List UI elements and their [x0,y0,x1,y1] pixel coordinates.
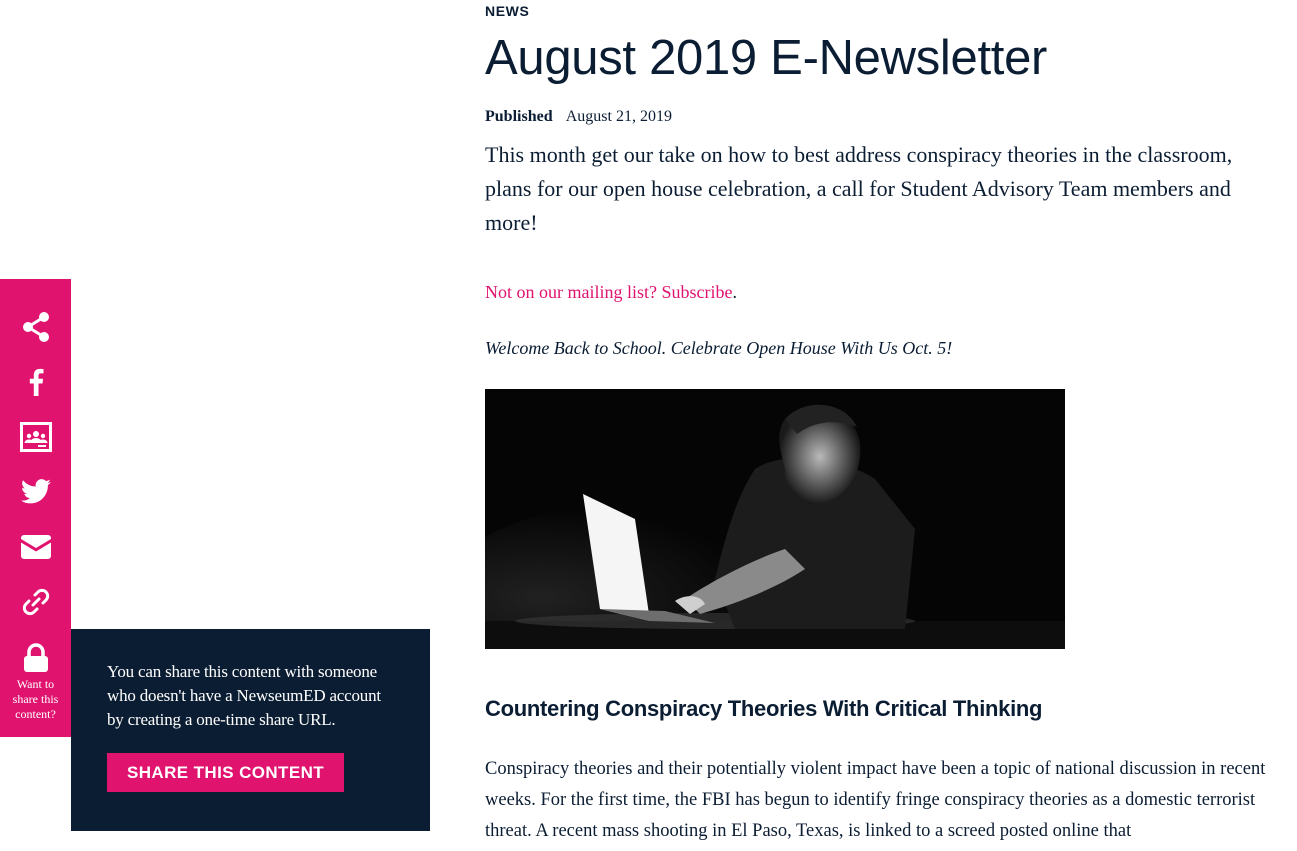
welcome-line: Welcome Back to School. Celebrate Open House With Us Oct. 5! [485,338,953,358]
share-sidebar [0,279,71,629]
facebook-share-button[interactable] [0,355,71,410]
facebook-icon [28,368,44,396]
hero-illustration [485,389,1065,649]
article-intro: This month get our take on how to best address conspiracy theories in the classroom, plans for our open house celebration, a call for Student Advisory Team members and more! [485,142,1233,235]
article-body: Conspiracy theories and their potentially violent impact have been a topic of national discussion in recent weeks. For the first time, the FBI has begun to identify fringe conspiracy theories as a domestic terrorist threat. A recent mass shooting in El Paso, Texas, is linked to a screed posted online that [485,759,1266,841]
share-button[interactable] [0,300,71,355]
twitter-icon [21,479,51,504]
share-this-content-button[interactable]: SHARE THIS CONTENT [107,753,344,792]
published-label: Published [485,108,553,125]
copy-link-button[interactable] [0,574,71,629]
lock-icon [22,643,50,673]
google-classroom-share-button[interactable] [0,410,71,465]
email-icon [21,535,51,559]
twitter-share-button[interactable] [0,464,71,519]
hero-image [485,389,1065,649]
published-info [485,108,672,126]
subscribe-suffix: . [732,282,737,302]
email-share-button[interactable] [0,519,71,574]
lock-label: Want to share this content? [12,677,59,721]
page-title: August 2019 E-Newsletter [485,31,1048,85]
article-category[interactable]: NEWS [485,3,530,19]
share-popup-text: You can share this content with someone who doesn't have a NewseumED account by creating a one-time share URL. [107,662,381,729]
subscribe-line [485,282,737,303]
link-icon [22,588,50,616]
subscribe-link[interactable]: Not on our mailing list? Subscribe [485,282,733,302]
share-popup [71,629,430,831]
published-date: August 21, 2019 [565,108,672,125]
section-heading: Countering Conspiracy Theories With Critical Thinking [485,696,1043,721]
google-classroom-icon [20,422,52,452]
share-lock-toggle[interactable] [0,629,71,737]
share-icon [22,312,50,342]
